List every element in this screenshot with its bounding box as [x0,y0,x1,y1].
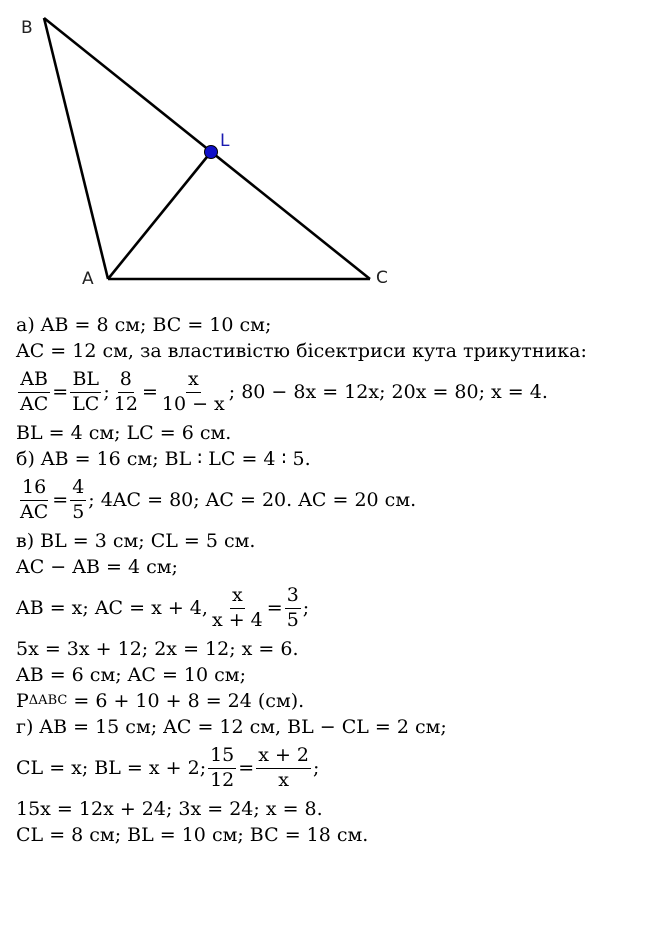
fraction [208,745,236,792]
numerator: x [186,369,201,393]
numerator: 16 [20,477,48,501]
text: 15x = 12x + 24; 3x = 24; x = 8. [16,797,323,820]
subscript: ΔABC [28,693,68,709]
part-g-line-3 [16,796,662,822]
part-a-line-2 [16,338,662,364]
equals-sign: = [52,488,69,511]
separator: ; [302,596,310,619]
fraction [18,369,50,416]
triangle-figure [0,0,420,300]
text: в) BL = 3 см; CL = 5 см. [16,529,256,552]
fraction [210,585,265,632]
bisector-al [108,152,211,279]
part-v-proportion [16,580,662,636]
part-v-line-1 [16,528,662,554]
part-g-proportion [16,740,662,796]
text: ; 4AC = 80; AC = 20. AC = 20 см. [88,488,417,511]
side-ab [44,18,108,279]
fraction [70,369,101,416]
part-a-proportion [16,364,662,420]
fraction [160,369,227,416]
text: ; 80 − 8x = 12x; 20x = 80; x = 4. [228,380,548,403]
denominator: AC [20,392,49,415]
text: а) AB = 8 см; BC = 10 см; [16,313,272,336]
numerator: x + 2 [256,745,311,769]
part-a-line-1 [16,312,662,338]
fraction [256,745,311,792]
part-g-answer [16,822,662,848]
text: г) AB = 15 см; AC = 12 см, BL − CL = 2 см; [16,715,447,738]
equals-sign: = [141,380,158,403]
text: б) AB = 16 см; BL ∶ LC = 4 ∶ 5. [16,447,311,470]
numerator: AB [18,369,50,393]
text: 5x = 3x + 12; 2x = 12; x = 6. [16,637,299,660]
text: AB = x; AC = x + 4, [16,596,208,619]
text: AB = 6 см; AC = 10 см; [16,663,246,686]
numerator: 8 [118,369,134,393]
solution-text [16,312,662,848]
part-v-perimeter [16,688,662,714]
denominator: x [278,768,289,791]
fraction [18,477,50,524]
text: CL = 8 см; BL = 10 см; BC = 18 см. [16,823,369,846]
denominator: LC [72,392,100,415]
numerator: 4 [70,477,86,501]
equals-sign: = [266,596,283,619]
fraction [285,585,301,632]
vertex-label-a: A [82,269,94,289]
point-l [205,146,218,159]
text: = 6 + 10 + 8 = 24 (см). [67,689,305,712]
separator: ; [313,756,320,779]
part-v-line-2 [16,554,662,580]
equals-sign: = [52,380,69,403]
denominator: 12 [210,768,235,791]
equals-sign: = [238,756,255,779]
text: CL = x; BL = x + 2; [16,756,207,779]
text: AC = 12 см, за властивістю бісектриси кута трикутника: [16,339,587,362]
part-v-line-4 [16,636,662,662]
denominator: AC [20,500,49,523]
numerator: BL [70,369,101,393]
vertex-label-c: C [376,268,388,288]
text: AC − AB = 4 см; [16,555,178,578]
denominator: x + 4 [211,608,263,631]
fraction [112,369,140,416]
denominator: 5 [286,608,299,631]
part-v-line-5 [16,662,662,688]
part-a-answer [16,420,662,446]
denominator: 10 − x [161,392,225,415]
numerator: x [230,585,245,609]
numerator: 3 [285,585,301,609]
vertex-label-b: B [21,18,33,38]
numerator: 15 [208,745,236,769]
vertex-label-l: L [220,131,230,151]
part-b-line-1 [16,446,662,472]
denominator: 12 [113,392,138,415]
denominator: 5 [72,500,85,523]
separator: ; [103,380,110,403]
part-g-line-1 [16,714,662,740]
text: P [16,689,29,712]
fraction [70,477,86,524]
part-b-proportion [16,472,662,528]
text: BL = 4 см; LC = 6 см. [16,421,232,444]
